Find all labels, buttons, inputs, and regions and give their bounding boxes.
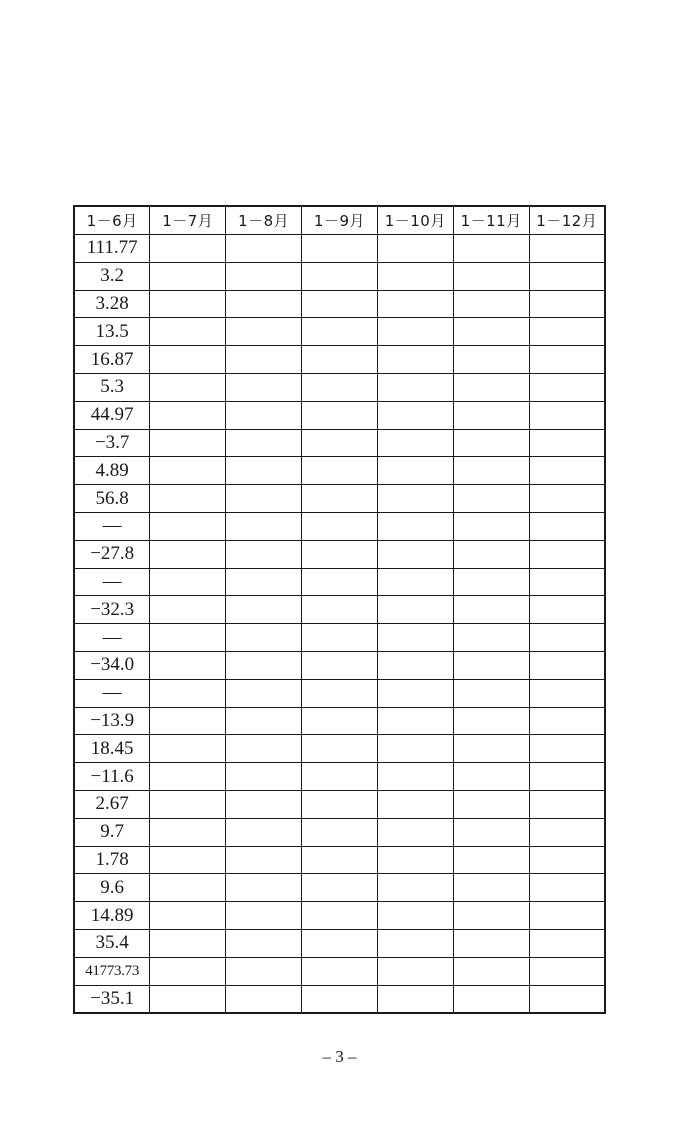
table-cell (302, 512, 378, 540)
table-cell (377, 707, 453, 735)
table-cell (377, 818, 453, 846)
table-row (74, 902, 605, 930)
table-cell (226, 262, 302, 290)
table-cell (529, 568, 605, 596)
table-cell (529, 874, 605, 902)
table-cell (529, 512, 605, 540)
table-row (74, 735, 605, 763)
table-cell (302, 846, 378, 874)
table-cell: −27.8 (74, 540, 150, 568)
table-cell (302, 568, 378, 596)
table-cell (150, 235, 226, 263)
table-cell (377, 596, 453, 624)
table-row (74, 651, 605, 679)
table-cell (453, 401, 529, 429)
table-cell (377, 651, 453, 679)
table-cell (150, 401, 226, 429)
table-cell (150, 929, 226, 957)
table-cell: 5.3 (74, 373, 150, 401)
table-body (74, 235, 605, 1014)
table-cell (302, 902, 378, 930)
table-cell (150, 985, 226, 1013)
table-cell (226, 540, 302, 568)
table-cell (377, 401, 453, 429)
table-cell (453, 540, 529, 568)
table-cell (302, 235, 378, 263)
table-cell (302, 735, 378, 763)
table-cell (302, 624, 378, 652)
column-header: 1－7月 (150, 206, 226, 235)
table-cell: — (74, 568, 150, 596)
table-cell (150, 596, 226, 624)
table-cell (377, 429, 453, 457)
table-cell (529, 985, 605, 1013)
table-cell (529, 262, 605, 290)
table-cell (226, 957, 302, 985)
table-cell (302, 346, 378, 374)
table-cell (226, 624, 302, 652)
table-cell (377, 346, 453, 374)
table-cell (150, 818, 226, 846)
table-row (74, 624, 605, 652)
table-cell (150, 485, 226, 513)
table-cell (226, 818, 302, 846)
table-cell (529, 429, 605, 457)
table-cell (529, 401, 605, 429)
table-cell (377, 679, 453, 707)
table-cell (453, 512, 529, 540)
table-cell (377, 957, 453, 985)
table-cell (529, 624, 605, 652)
table-cell (302, 290, 378, 318)
table-cell (453, 457, 529, 485)
table-cell (150, 902, 226, 930)
table-cell (226, 846, 302, 874)
table-cell (377, 318, 453, 346)
column-header: 1－8月 (226, 206, 302, 235)
column-header: 1－9月 (302, 206, 378, 235)
table-cell (226, 318, 302, 346)
table-cell (226, 290, 302, 318)
table-cell (529, 596, 605, 624)
table-row (74, 401, 605, 429)
table-cell (377, 735, 453, 763)
table-header-row (74, 206, 605, 235)
table-row (74, 846, 605, 874)
table-cell: 9.6 (74, 874, 150, 902)
table-cell (453, 985, 529, 1013)
table-cell (150, 290, 226, 318)
table-cell (377, 763, 453, 791)
table-cell (226, 401, 302, 429)
table-row (74, 290, 605, 318)
column-header: 1－6月 (74, 206, 150, 235)
table-cell (226, 902, 302, 930)
table-cell: −11.6 (74, 763, 150, 791)
table-cell: 1.78 (74, 846, 150, 874)
table-cell (453, 735, 529, 763)
table-cell (453, 318, 529, 346)
table-cell (150, 262, 226, 290)
table-cell (529, 763, 605, 791)
table-cell (226, 874, 302, 902)
table-cell (377, 262, 453, 290)
table-cell (302, 818, 378, 846)
table-cell (453, 707, 529, 735)
table-cell (226, 568, 302, 596)
table-cell (150, 679, 226, 707)
table-cell (377, 985, 453, 1013)
table-cell (377, 790, 453, 818)
table-cell (150, 568, 226, 596)
table-cell: 56.8 (74, 485, 150, 513)
table-cell (302, 373, 378, 401)
table-cell (453, 679, 529, 707)
column-header: 1－11月 (453, 206, 529, 235)
table-cell (226, 707, 302, 735)
table-cell (150, 318, 226, 346)
table-cell (453, 651, 529, 679)
table-cell (453, 568, 529, 596)
table-row (74, 568, 605, 596)
table-cell (377, 568, 453, 596)
table-row (74, 874, 605, 902)
table-cell: 35.4 (74, 929, 150, 957)
table-cell (150, 707, 226, 735)
table-row (74, 373, 605, 401)
table-cell (150, 624, 226, 652)
table-cell (529, 457, 605, 485)
table-cell (226, 346, 302, 374)
table-cell (529, 485, 605, 513)
table-cell (529, 929, 605, 957)
table-row (74, 679, 605, 707)
column-header: 1－10月 (377, 206, 453, 235)
table-cell: 3.28 (74, 290, 150, 318)
table-cell: 41773.73 (74, 957, 150, 985)
table-cell (453, 818, 529, 846)
table-cell: — (74, 679, 150, 707)
table-row (74, 457, 605, 485)
table-cell (453, 290, 529, 318)
table-cell (302, 485, 378, 513)
table-cell: — (74, 512, 150, 540)
table-cell: 2.67 (74, 790, 150, 818)
table-row (74, 790, 605, 818)
table-cell (377, 874, 453, 902)
table-row (74, 818, 605, 846)
table-cell: 44.97 (74, 401, 150, 429)
table-cell (302, 540, 378, 568)
table-cell (453, 262, 529, 290)
table-cell (302, 679, 378, 707)
table-cell (226, 429, 302, 457)
table-cell (302, 929, 378, 957)
data-table (73, 205, 606, 1014)
table-cell: −34.0 (74, 651, 150, 679)
table-cell: 13.5 (74, 318, 150, 346)
table-cell: 9.7 (74, 818, 150, 846)
table-cell (226, 763, 302, 791)
table-cell (226, 596, 302, 624)
table-cell (150, 429, 226, 457)
table-cell (226, 929, 302, 957)
table-cell (150, 373, 226, 401)
table-cell (226, 985, 302, 1013)
table-cell (453, 929, 529, 957)
table-cell (529, 290, 605, 318)
table-cell: 14.89 (74, 902, 150, 930)
table-cell (150, 874, 226, 902)
table-cell (302, 985, 378, 1013)
table-cell (226, 790, 302, 818)
table-cell (226, 651, 302, 679)
table-cell (529, 902, 605, 930)
table-row (74, 540, 605, 568)
table-cell (529, 735, 605, 763)
table-cell (150, 651, 226, 679)
table-row (74, 763, 605, 791)
table-cell (453, 346, 529, 374)
table-cell (529, 346, 605, 374)
table-row (74, 485, 605, 513)
table-cell (529, 651, 605, 679)
table-cell (302, 401, 378, 429)
table-row (74, 262, 605, 290)
table-cell (453, 235, 529, 263)
table-cell (302, 457, 378, 485)
table-cell (377, 290, 453, 318)
table-cell (453, 596, 529, 624)
table-cell (529, 679, 605, 707)
table-cell (150, 346, 226, 374)
table-cell: −3.7 (74, 429, 150, 457)
table-cell (377, 929, 453, 957)
table-cell (529, 790, 605, 818)
table-cell: 4.89 (74, 457, 150, 485)
table-cell (150, 512, 226, 540)
table-cell (453, 874, 529, 902)
table-cell (529, 707, 605, 735)
table-cell (377, 485, 453, 513)
table-row (74, 929, 605, 957)
table-cell (302, 957, 378, 985)
table-cell (453, 485, 529, 513)
table-row (74, 957, 605, 985)
table-cell (453, 429, 529, 457)
table-cell (226, 457, 302, 485)
table-cell (453, 902, 529, 930)
page-number: – 3 – (322, 1047, 357, 1066)
table-cell (377, 846, 453, 874)
table-cell (529, 818, 605, 846)
table-cell (529, 373, 605, 401)
table-cell: 18.45 (74, 735, 150, 763)
table-cell (377, 624, 453, 652)
table-cell (150, 457, 226, 485)
table-cell: 3.2 (74, 262, 150, 290)
table-cell (529, 235, 605, 263)
table-cell (377, 902, 453, 930)
table-cell (302, 318, 378, 346)
table-cell (302, 707, 378, 735)
table-cell: 111.77 (74, 235, 150, 263)
table-cell (453, 790, 529, 818)
table-cell (302, 596, 378, 624)
table-cell (453, 957, 529, 985)
table-row (74, 512, 605, 540)
table-cell (302, 262, 378, 290)
table-cell (377, 512, 453, 540)
table-cell (302, 874, 378, 902)
table-row (74, 985, 605, 1013)
table-cell (453, 763, 529, 791)
table-cell (150, 735, 226, 763)
table-cell (453, 373, 529, 401)
table-cell: 16.87 (74, 346, 150, 374)
table-row (74, 707, 605, 735)
table-cell (453, 624, 529, 652)
table-cell (226, 679, 302, 707)
table-cell (529, 846, 605, 874)
table-cell: — (74, 624, 150, 652)
table-cell (377, 235, 453, 263)
table-cell (529, 957, 605, 985)
table-cell (529, 318, 605, 346)
table-cell (226, 373, 302, 401)
table-cell: −13.9 (74, 707, 150, 735)
table-cell (302, 790, 378, 818)
table-cell (529, 540, 605, 568)
table-cell (377, 540, 453, 568)
table-row (74, 235, 605, 263)
table-cell (150, 763, 226, 791)
table-row (74, 596, 605, 624)
table-cell (150, 540, 226, 568)
table-cell (150, 957, 226, 985)
table-row (74, 318, 605, 346)
table-cell (377, 373, 453, 401)
table-cell (226, 235, 302, 263)
table-cell (150, 790, 226, 818)
column-header: 1－12月 (529, 206, 605, 235)
table-cell: −32.3 (74, 596, 150, 624)
table-cell (302, 651, 378, 679)
table-cell (302, 429, 378, 457)
table-cell (226, 512, 302, 540)
table-cell (150, 846, 226, 874)
table-row (74, 429, 605, 457)
table-cell (453, 846, 529, 874)
table-cell (302, 763, 378, 791)
table-cell: −35.1 (74, 985, 150, 1013)
table-cell (226, 485, 302, 513)
table-cell (226, 735, 302, 763)
table-row (74, 346, 605, 374)
table-cell (377, 457, 453, 485)
